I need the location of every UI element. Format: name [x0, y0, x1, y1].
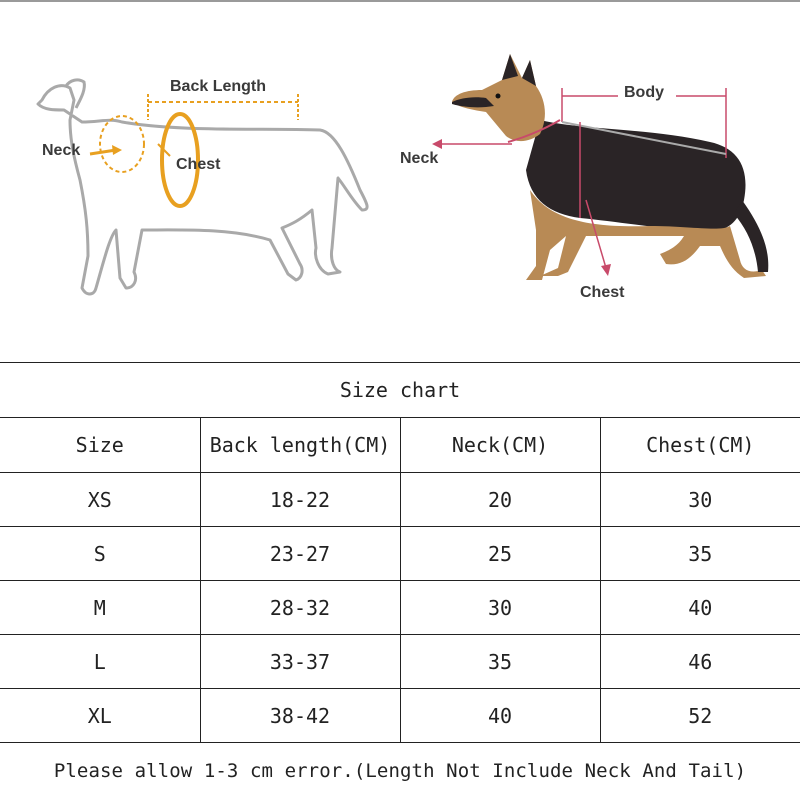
back-length-cell: 23-27: [200, 527, 400, 581]
back-length-cell: 33-37: [200, 635, 400, 689]
back-length-cell: 18-22: [200, 473, 400, 527]
header-back-length: Back length(CM): [200, 418, 400, 473]
body-label: Body: [624, 84, 664, 101]
header-chest: Chest(CM): [600, 418, 800, 473]
chest-cell: 30: [600, 473, 800, 527]
back-length-label: Back Length: [170, 78, 267, 95]
chest-cell: 52: [600, 689, 800, 743]
chest-label-right: Chest: [580, 284, 625, 301]
size-cell: XL: [0, 689, 200, 743]
dog-outline-diagram: [30, 60, 380, 320]
dog-outline-path: [38, 86, 367, 294]
table-row: [0, 527, 800, 581]
measurement-note: Please allow 1-3 cm error.(Length Not Include Neck And Tail): [53, 760, 747, 782]
size-cell: S: [0, 527, 200, 581]
table-row: [0, 689, 800, 743]
neck-label-left: Neck: [42, 142, 81, 159]
table-row: [0, 473, 800, 527]
dog-eye: [496, 94, 501, 99]
header-size: Size: [0, 418, 200, 473]
size-cell: XS: [0, 473, 200, 527]
size-chart-title: Size chart: [0, 363, 800, 418]
neck-cell: 25: [400, 527, 600, 581]
size-cell: L: [0, 635, 200, 689]
neck-cell: 35: [400, 635, 600, 689]
neck-pointer: [90, 150, 116, 154]
size-chart-header-row: [0, 418, 800, 473]
dog-outline-illustration: [30, 60, 380, 320]
chest-cell: 46: [600, 635, 800, 689]
chest-arrowhead: [601, 264, 611, 276]
table-row: [0, 581, 800, 635]
size-chart-title-row: [0, 363, 800, 418]
size-chart: [0, 362, 800, 743]
back-length-cell: 38-42: [200, 689, 400, 743]
back-length-cell: 28-32: [200, 581, 400, 635]
neck-label-right: Neck: [400, 150, 439, 167]
size-chart-table: [0, 362, 800, 743]
neck-arrowhead: [112, 145, 122, 155]
neck-loop: [100, 116, 144, 172]
neck-cell: 20: [400, 473, 600, 527]
neck-cell: 40: [400, 689, 600, 743]
dog-photo-diagram: [390, 50, 790, 310]
chest-label-left: Chest: [176, 156, 221, 173]
top-border: [0, 0, 800, 2]
header-neck: Neck(CM): [400, 418, 600, 473]
chest-cell: 35: [600, 527, 800, 581]
table-row: [0, 635, 800, 689]
size-cell: M: [0, 581, 200, 635]
neck-arrowhead: [432, 139, 442, 149]
chest-cell: 40: [600, 581, 800, 635]
dog-ear-path: [66, 80, 84, 108]
german-shepherd-illustration: [390, 50, 790, 310]
neck-cell: 30: [400, 581, 600, 635]
